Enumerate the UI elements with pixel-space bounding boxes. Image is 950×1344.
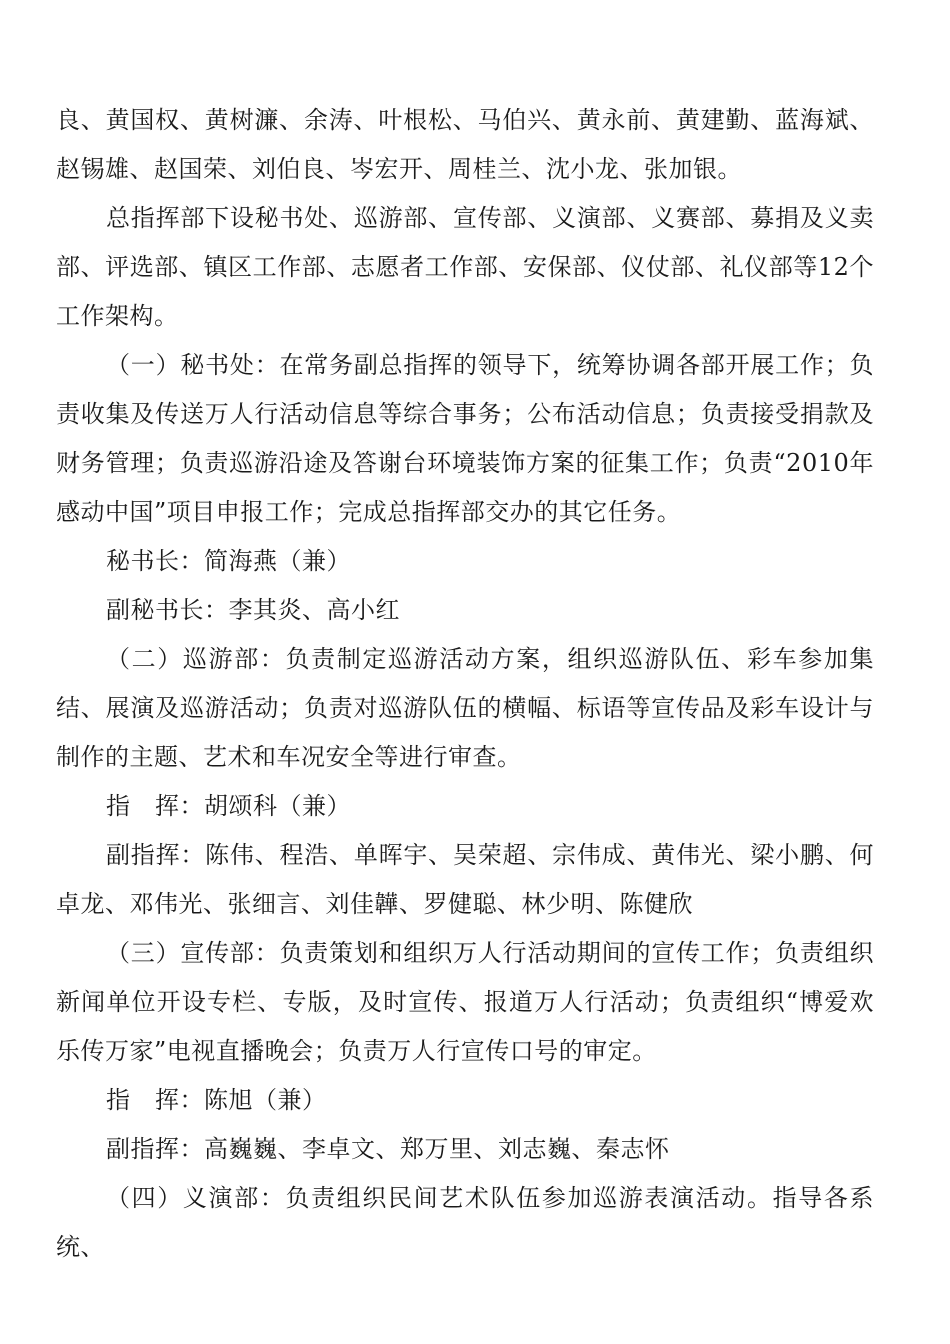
secretary-general: 秘书长：简海燕（兼） [106, 547, 351, 575]
paragraph-parade-department: （二）巡游部：负责制定巡游活动方案，组织巡游队伍、彩车参加集结、展演及巡游活动；负责对巡游队伍的横幅、标语等宣传品及彩车设计与制作的主题、艺术和车况安全等进行审查。 [56, 645, 874, 771]
document-body [56, 96, 874, 1272]
parade-commander: 指 挥：胡颂科（兼） [106, 792, 351, 820]
paragraph-secretariat: （一）秘书处：在常务副总指挥的领导下，统筹协调各部开展工作；负责收集及传送万人行活动信息等综合事务；公布活动信息；负责接受捐款及财务管理；负责巡游沿途及答谢台环境装饰方案的征集工作；负责“2010年感动中国”项目申报工作；完成总指挥部交办的其它任务。 [56, 351, 874, 526]
paragraph-work-structure: 总指挥部下设秘书处、巡游部、宣传部、义演部、义赛部、募捐及义卖部、评选部、镇区工作部、志愿者工作部、安保部、仪仗部、礼仪部等12个工作架构。 [56, 204, 874, 330]
paragraph-name-list-continued: 良、黄国权、黄树濂、余涛、叶根松、马伯兴、黄永前、黄建勤、蓝海斌、赵锡雄、赵国荣、刘伯良、岑宏开、周桂兰、沈小龙、张加银。 [56, 106, 874, 183]
paragraph-publicity-department: （三）宣传部：负责策划和组织万人行活动期间的宣传工作；负责组织新闻单位开设专栏、专版，及时宣传、报道万人行活动；负责组织“博爱欢乐传万家”电视直播晚会；负责万人行宣传口号的审定。 [56, 939, 874, 1065]
publicity-commander: 指 挥：陈旭（兼） [106, 1086, 327, 1114]
publicity-deputy-commanders: 副指挥：高巍巍、李卓文、郑万里、刘志巍、秦志怀 [106, 1135, 670, 1163]
parade-deputy-commanders: 副指挥：陈伟、程浩、单晖宇、吴荣超、宗伟成、黄伟光、梁小鹏、何卓龙、邓伟光、张细言、刘佳韡、罗健聪、林少明、陈健欣 [56, 841, 874, 918]
paragraph-charity-performance-department: （四）义演部：负责组织民间艺术队伍参加巡游表演活动。指导各系统、 [56, 1184, 874, 1261]
deputy-secretary-general: 副秘书长：李其炎、高小红 [106, 596, 400, 624]
